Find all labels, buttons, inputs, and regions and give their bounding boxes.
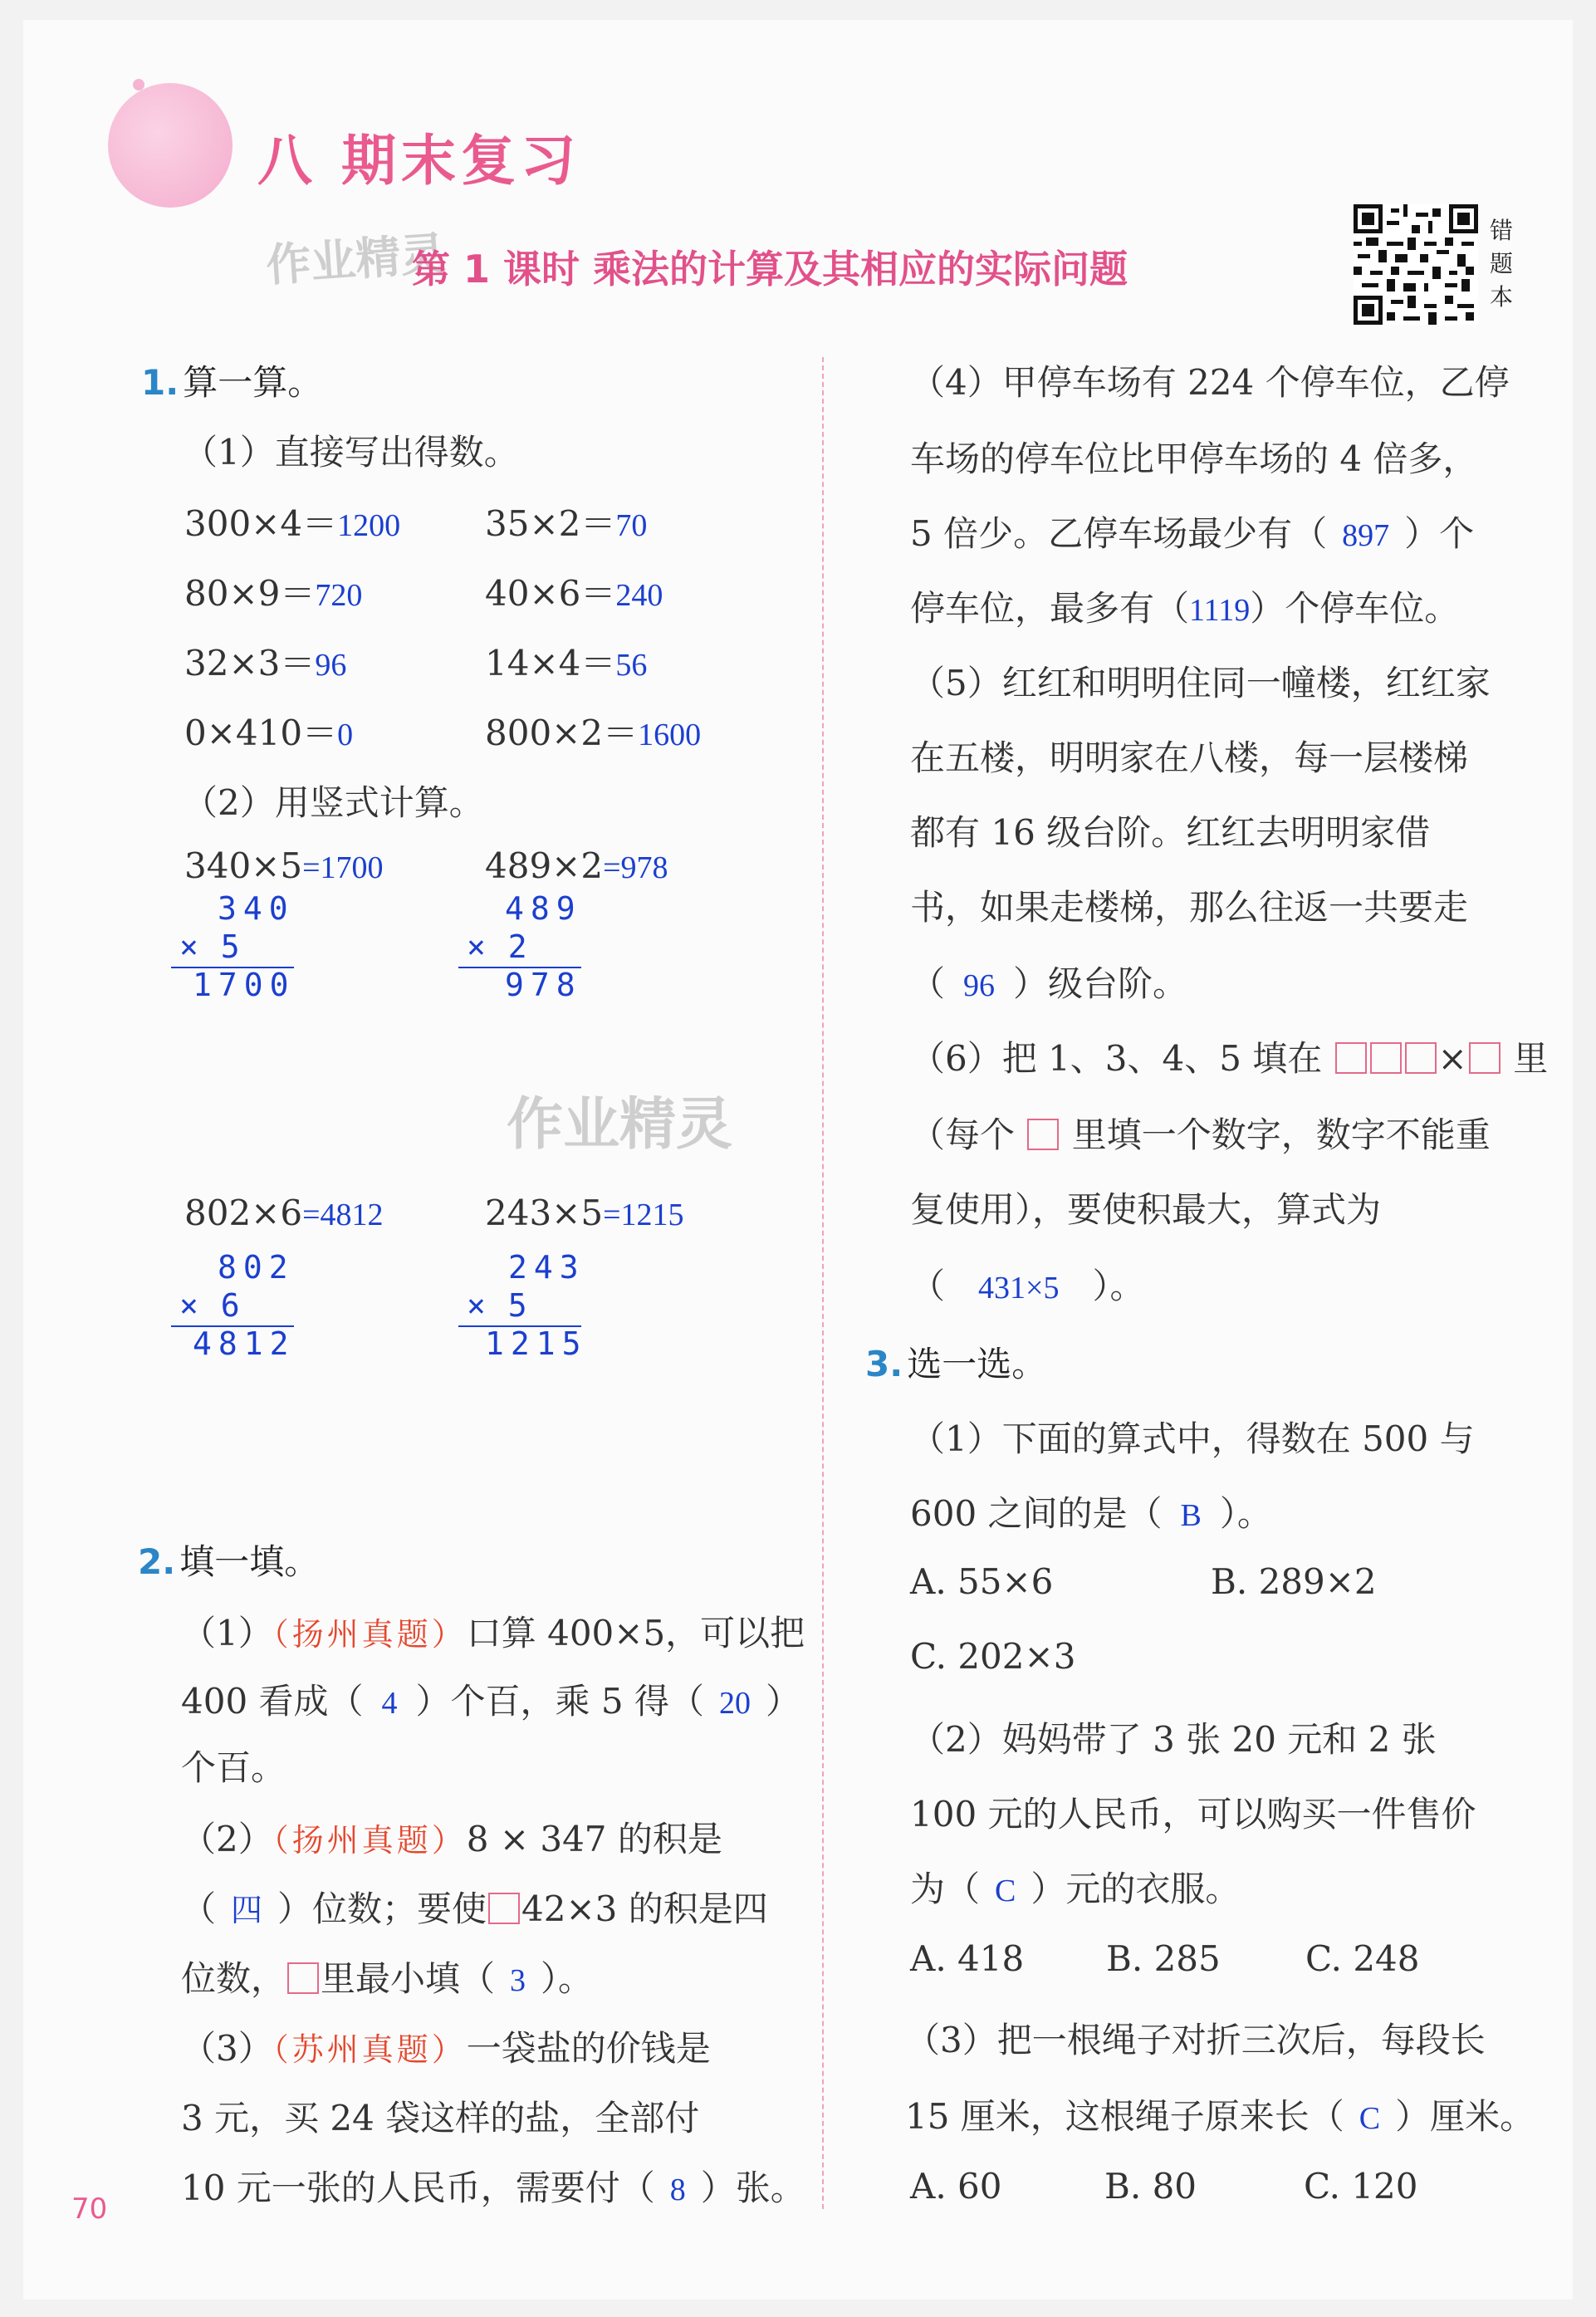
- q1-heading: [141, 355, 322, 405]
- q2-p5-line2: 在五楼，明明家在八楼，每一层楼梯: [910, 737, 1469, 778]
- q3-title: 选一选。: [907, 1344, 1047, 1384]
- q2-number: 2.: [138, 1541, 176, 1582]
- answer: 897: [1342, 518, 1390, 553]
- vertical-multiplier: × 5: [467, 1287, 529, 1324]
- oral-answer: 240: [615, 578, 663, 613]
- q2-p1-line1: （1）（扬州真题）口算 400×5，可以把: [181, 1613, 805, 1653]
- qr-code-icon[interactable]: [1354, 204, 1478, 325]
- q3-p2-line3: 为（ C ）元的衣服。: [910, 1869, 1241, 1909]
- q2-p4-line2: 车场的停车位比甲停车场的 4 倍多，: [910, 438, 1478, 479]
- q1-number: 1.: [141, 362, 179, 403]
- oral-item: 80×9＝720: [184, 573, 363, 614]
- answer: C: [995, 1874, 1016, 1908]
- q1-part1-label: （1）直接写出得数。: [183, 432, 519, 473]
- blank-box: [1469, 1042, 1501, 1074]
- blank-box: [1335, 1042, 1367, 1074]
- watermark: 作业精灵: [507, 1092, 733, 1158]
- q2-p3-line1: （3）（苏州真题）一袋盐的价钱是: [181, 2028, 711, 2069]
- q1-title: 算一算。: [183, 362, 323, 403]
- vertical-result: 1700: [193, 967, 296, 1003]
- blank-box: [1405, 1042, 1437, 1074]
- q2-p3-line3: 10 元一张的人民币，需要付（ 8 ）张。: [181, 2168, 805, 2208]
- option-c: C. 120: [1304, 2166, 1418, 2207]
- oral-item: 800×2＝1600: [485, 713, 702, 753]
- oral-answer: 70: [615, 508, 648, 543]
- vertical-multiplier: × 2: [467, 928, 529, 965]
- q3-p2-line2: 100 元的人民币，可以购买一件售价: [910, 1794, 1476, 1834]
- watermark: 作业精灵: [264, 227, 448, 292]
- q2-p1-line3: 个百。: [181, 1747, 286, 1788]
- q2-p2-line2: （ 四 ）位数；要使 42×3 的积是四: [181, 1888, 768, 1929]
- option-b: B. 289×2: [1211, 1561, 1377, 1602]
- oral-item: 32×3＝96: [184, 643, 347, 683]
- oral-answer: 96: [315, 648, 347, 683]
- vertical-multiplier: × 6: [179, 1287, 242, 1324]
- q2-p5-line4: 书，如果走楼梯，那么往返一共要走: [910, 887, 1469, 928]
- blank-box: [488, 1893, 520, 1924]
- answer: B: [1180, 1498, 1202, 1533]
- vertical-multiplier: × 5: [179, 928, 242, 965]
- answer: 四: [231, 1893, 263, 1928]
- option-a: A. 60: [910, 2166, 1002, 2207]
- q2-p2-line3: 位数， 里最小填（ 3 ）。: [181, 1958, 594, 1999]
- wrong-book-label[interactable]: 错题本: [1489, 217, 1513, 311]
- q3-p1-line1: （1）下面的算式中，得数在 500 与: [910, 1418, 1475, 1459]
- answer: 20: [718, 1686, 751, 1721]
- oral-item: 35×2＝70: [485, 503, 648, 544]
- q3-p3-line2: 15 厘米，这根绳子原来长（ C ）厘米。: [905, 2096, 1535, 2137]
- oral-item: 40×6＝240: [485, 573, 663, 614]
- header-decoration-circle: [108, 83, 233, 208]
- blank-box: [1370, 1042, 1402, 1074]
- answer: 96: [963, 968, 996, 1003]
- lesson-title: 第 1 课时 乘法的计算及其相应的实际问题: [412, 247, 1128, 291]
- vertical-expr: 802×6=4812: [184, 1193, 384, 1233]
- vertical-top: 340: [218, 890, 295, 927]
- q2-p4-line3: 5 倍少。乙停车场最少有（ 897 ）个: [910, 513, 1475, 554]
- q3-number: 3.: [865, 1344, 903, 1384]
- vertical-top: 243: [508, 1249, 585, 1286]
- blank-box: [287, 1962, 319, 1994]
- oral-item: 0×410＝0: [184, 713, 354, 753]
- oral-answer: 56: [615, 648, 648, 683]
- oral-answer: 0: [337, 718, 354, 752]
- source-tag: （扬州真题）: [272, 1822, 467, 1859]
- oral-answer: 1200: [337, 508, 401, 543]
- answer: C: [1359, 2101, 1381, 2136]
- source-tag: （扬州真题）: [272, 1616, 467, 1653]
- q2-p4-line1: （4）甲停车场有 224 个停车位，乙停: [910, 362, 1510, 403]
- q2-p1-line2: 400 看成（ 4 ）个百，乘 5 得（ 20 ）: [181, 1681, 800, 1722]
- q3-p2-line1: （2）妈妈带了 3 张 20 元和 2 张: [910, 1719, 1437, 1760]
- answer: 3: [510, 1963, 526, 1998]
- q2-p6-line2: （每个 里填一个数字，数字不能重: [910, 1114, 1491, 1155]
- q2-p6-line1: （6）把 1、3、4、5 填在 × 里: [910, 1038, 1549, 1079]
- q2-p3-line2: 3 元，买 24 袋这样的盐，全部付: [181, 2098, 700, 2138]
- vertical-result: 978: [505, 967, 582, 1003]
- vertical-expr: 340×5=1700: [184, 845, 384, 886]
- q3-p3-line1: （3）把一根绳子对折三次后，每段长: [905, 2020, 1486, 2060]
- option-a: A. 55×6: [910, 1561, 1054, 1602]
- q2-p6-line4: （ 431×5 ）。: [910, 1266, 1145, 1306]
- answer: 1119: [1189, 593, 1251, 628]
- option-c: C. 202×3: [910, 1636, 1076, 1677]
- column-divider: [822, 357, 824, 2209]
- answer: 4: [381, 1686, 398, 1721]
- vertical-expr: 489×2=978: [485, 845, 668, 886]
- oral-answer: 1600: [638, 718, 702, 752]
- q2-p4-line4: 停车位，最多有（1119）个停车位。: [910, 588, 1460, 629]
- oral-item: 14×4＝56: [485, 643, 648, 683]
- vertical-expr: 243×5=1215: [485, 1193, 684, 1233]
- q2-p5-line3: 都有 16 级台阶。红红去明明家借: [910, 812, 1431, 853]
- oral-answer: 720: [315, 578, 363, 613]
- q2-heading: [138, 1535, 319, 1585]
- option-b: B. 80: [1104, 2166, 1197, 2207]
- vertical-result: 4812: [193, 1325, 296, 1362]
- vertical-result: 1215: [485, 1325, 588, 1362]
- q2-p5-line1: （5）红红和明明住同一幢楼，红红家: [910, 663, 1491, 703]
- option-b: B. 285: [1106, 1938, 1221, 1979]
- q2-title: 填一填。: [179, 1541, 320, 1582]
- q2-p2-line1: （2）（扬州真题）8 × 347 的积是: [181, 1819, 722, 1859]
- answer: 8: [669, 2172, 686, 2207]
- source-tag: （苏州真题）: [272, 2031, 467, 2068]
- oral-item: 300×4＝1200: [184, 503, 401, 544]
- unit-title: 八 期末复习: [257, 129, 580, 193]
- option-c: C. 248: [1305, 1938, 1420, 1979]
- q2-p5-line5: （ 96 ）级台阶。: [910, 963, 1188, 1004]
- answer: 431×5: [978, 1271, 1060, 1305]
- q1-part2-label: （2）用竖式计算。: [183, 782, 484, 823]
- vertical-top: 489: [505, 890, 582, 927]
- vertical-top: 802: [218, 1249, 295, 1286]
- q2-p6-line3: 复使用），要使积最大，算式为: [910, 1189, 1382, 1230]
- blank-box: [1027, 1119, 1059, 1150]
- option-a: A. 418: [910, 1938, 1025, 1979]
- page-number: 70: [71, 2192, 108, 2226]
- q3-p1-line2: 600 之间的是（ B ）。: [910, 1493, 1272, 1534]
- q3-heading: [865, 1337, 1046, 1387]
